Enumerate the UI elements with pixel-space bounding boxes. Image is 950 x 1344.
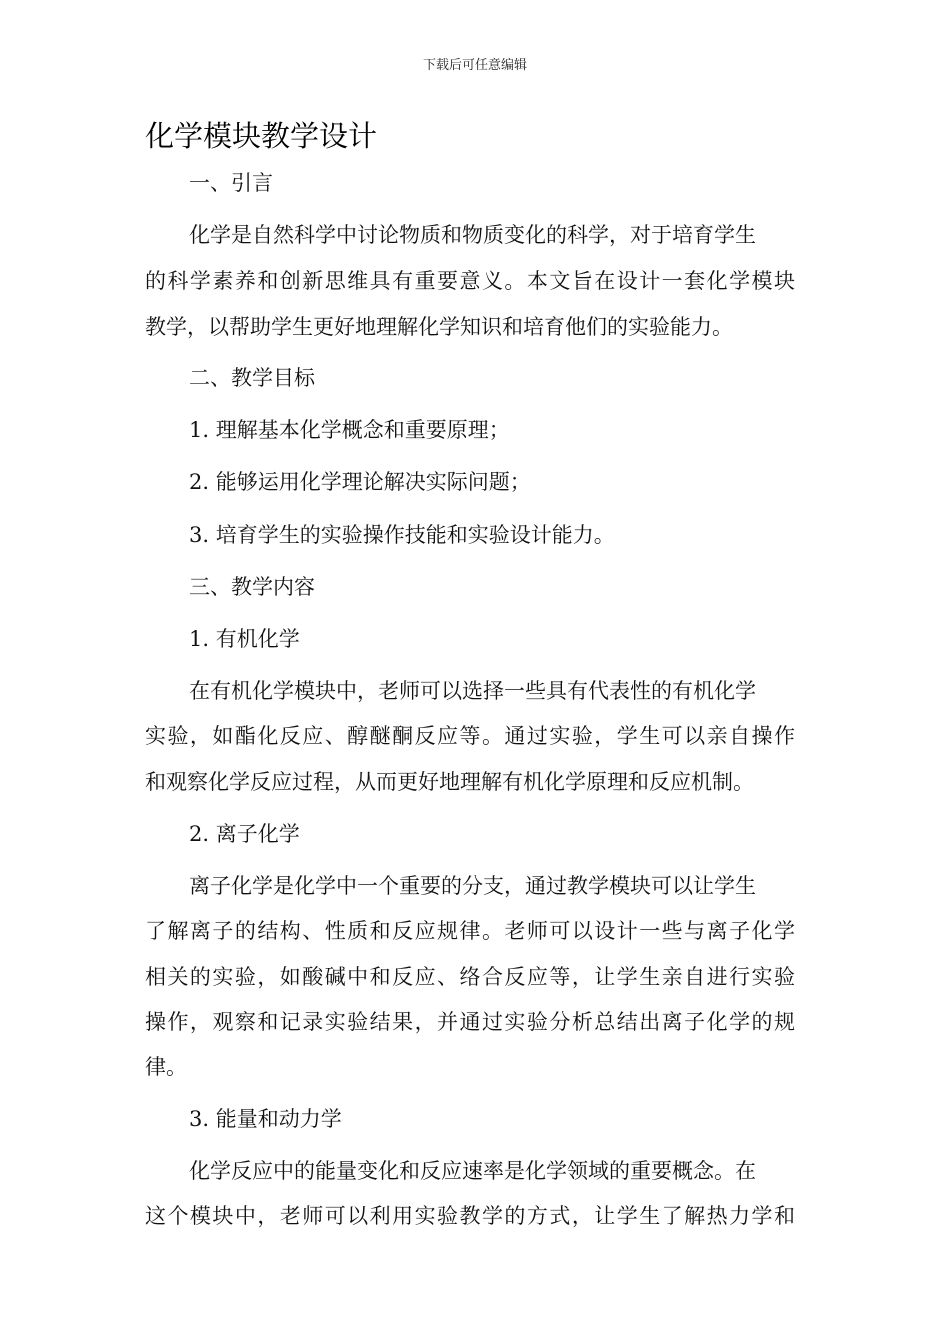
- list-item-objective: 3. 培育学生的实验操作技能和实验设计能力。: [189, 523, 615, 547]
- paragraph-line: 化学反应中的能量变化和反应速率是化学领域的重要概念。在: [189, 1159, 756, 1183]
- paragraph-line: 的科学素养和创新思维具有重要意义。本文旨在设计一套化学模块: [145, 269, 795, 293]
- subsection-heading: 1. 有机化学: [189, 627, 300, 651]
- section-heading-introduction: 一、引言: [189, 171, 273, 195]
- subsection-heading: 3. 能量和动力学: [189, 1107, 342, 1131]
- paragraph-line: 教学，以帮助学生更好地理解化学知识和培育他们的实验能力。: [145, 315, 733, 339]
- paragraph-line: 和观察化学反应过程，从而更好地理解有机化学原理和反应机制。: [145, 770, 754, 794]
- section-heading-content: 三、教学内容: [189, 575, 315, 599]
- paragraph-line: 相关的实验，如酸碱中和反应、络合反应等，让学生亲自进行实验: [145, 965, 795, 989]
- page-header-note: 下载后可任意编辑: [422, 58, 527, 73]
- paragraph-line: 在有机化学模块中，老师可以选择一些具有代表性的有机化学: [189, 679, 756, 703]
- subsection-heading: 2. 离子化学: [189, 822, 300, 846]
- paragraph-line: 离子化学是化学中一个重要的分支，通过教学模块可以让学生: [189, 874, 756, 898]
- section-heading-objectives: 二、教学目标: [189, 366, 315, 390]
- paragraph-line: 化学是自然科学中讨论物质和物质变化的科学，对于培育学生: [189, 223, 756, 247]
- paragraph-line: 了解离子的结构、性质和反应规律。老师可以设计一些与离子化学: [145, 919, 795, 943]
- paragraph-line: 实验，如酯化反应、醇醚酮反应等。通过实验，学生可以亲自操作: [145, 724, 795, 748]
- paragraph-line: 操作，观察和记录实验结果，并通过实验分析总结出离子化学的规: [145, 1010, 795, 1034]
- paragraph-line: 律。: [145, 1055, 187, 1079]
- document-title: 化学模块教学设计: [145, 119, 378, 153]
- list-item-objective: 2. 能够运用化学理论解决实际问题；: [189, 470, 531, 494]
- list-item-objective: 1. 理解基本化学概念和重要原理；: [189, 418, 510, 442]
- paragraph-line: 这个模块中，老师可以利用实验教学的方式，让学生了解热力学和: [145, 1204, 795, 1228]
